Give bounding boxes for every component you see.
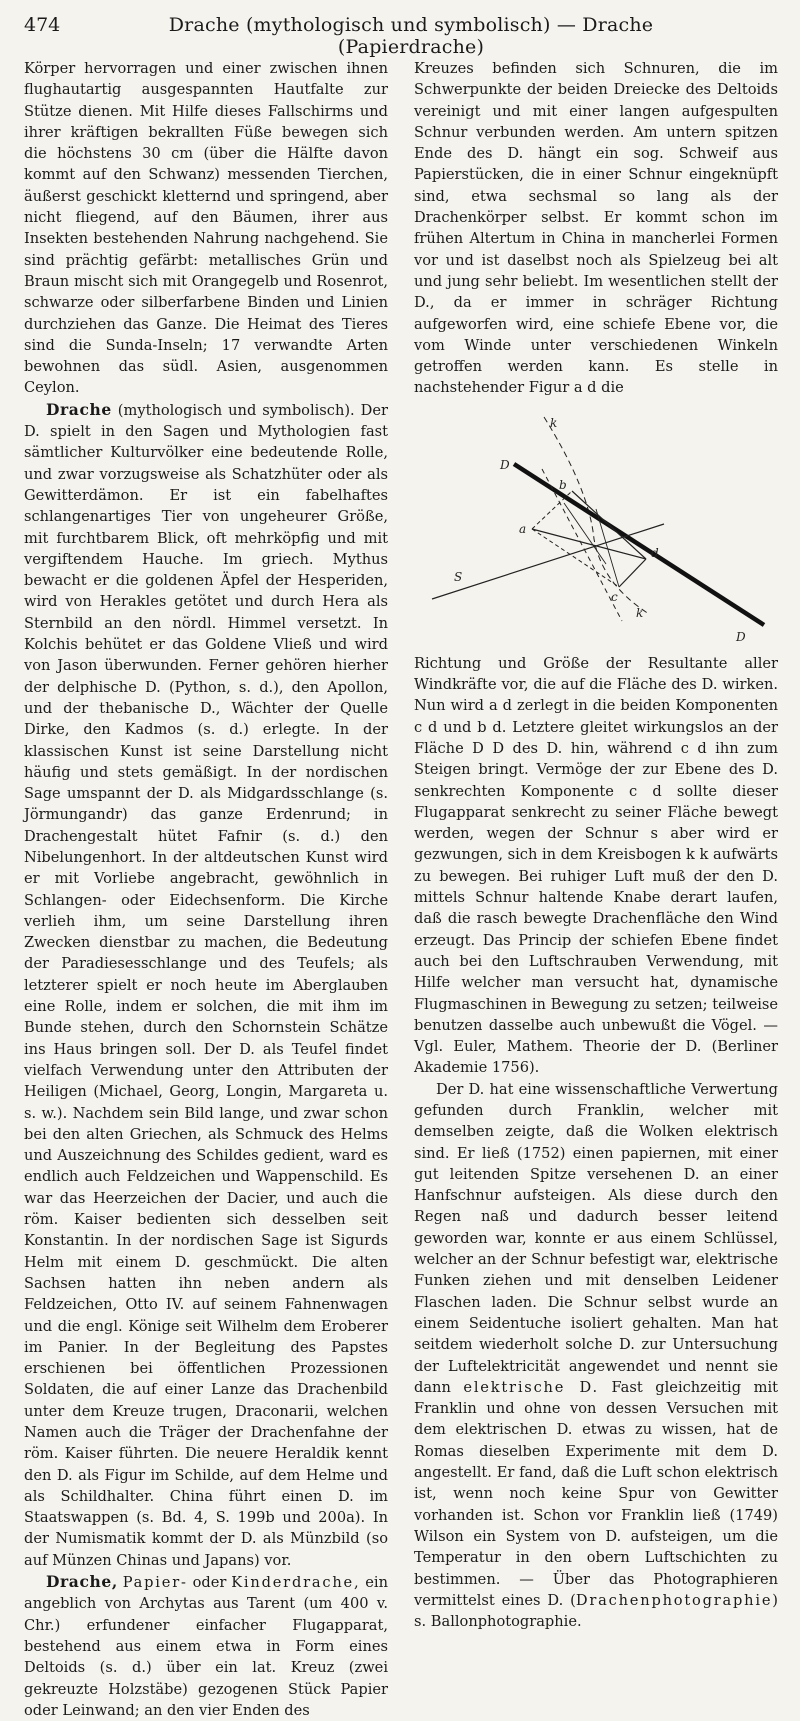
entry-text: (mythologisch und symbolisch). Der D. spielt in den Sagen und Mythologien fast sämtlicher Kulturvölker eine bedeutende Rolle, und zwar vorzugsweise als Schatzhüter oder als Gewitterdämon. Er ist ein fabelhaftes schlangenartiges Tier von ungeheurer Größe, mit furchtbarem Blick, oft mehrköpfig und mit vergiftendem Hauche. Im griech. Mythus bewacht er die goldenen Äpfel der Hesperiden, wird von Herakles getötet und durch Hera als Sternbild an den nördl. Himmel versetzt. In Kolchis behütet er das Goldene Vließ und wird von Jason überwunden. Ferner gehören hierher der delphische D. (Python, s. d.), den Apollon, und der thebanische D., Wächter der Quelle Dirke, den Kadmos (s. d.) erlegte. In der klassischen Kunst ist seine Darstellung nicht häufig und stets gemäßigt. In der nordischen Sage umspannt der D. als Midgardsschlange (s. Jörmungandr) das ganze Erdenrund; in Drachengestalt hütet Fafnir (s. d.) den Nibelungenhort. In der altdeutschen Kunst wird er mit Vorliebe angebracht, gewöhnlich in Schlangen- oder Eidechsenform. Die Kirche verlieh ihm, um seine Darstellung ihren Zwecken dienstbar zu machen, die Bedeutung der Paradiesesschlange und des Teufels; als letzterer spielt er noch heute im Aberglauben eine Rolle, indem er solchen, die mit ihm im Bunde stehen, durch den Schornstein Schätze ins Haus bringen soll. Der D. als Teufel findet vielfach Verwendung unter den Attributen der Heiligen (Michael, Georg, Longin, Margareta u. s. w.). Nachdem sein Bild lange, und zwar schon bei den alten Griechen, als Schmuck des Helms und Auszeichnung des Schildes gedient, ward es endlich auch Feldzeichen und Wappenschild. Es war das Heerzeichen der Dacier, und auch die röm. Kaiser bedienten sich desselben seit Konstantin. In der nordischen Sage ist Sigurds Helm mit einem D. geschmückt. Die alten Sachsen hatten ihn neben andern als Feldzeichen, Otto IV. auf seinem Fahnenwagen und die engl. Könige seit Wilhelm dem Eroberer im Panier. In der Begleitung des Papstes erschienen bei öffentlichen Prozessionen Soldaten, die auf einer Lanze das Drachenbild unter dem Kreuze trugen, Draconarii, welchen Namen auch die Träger der Drachenfahne der röm. Kaiser führten. Die neuere Heraldik kennt den D. als Figur im Schilde, auf dem Helme und als Schildhalter. China führt einen D. im Staatswappen (s. Bd. 4, S. 199b und 200a). In der Numismatik kommt der D. als Münzbild (so auf Münzen Chinas und Japans) vor. [24, 401, 388, 1569]
paragraph-text: Fast gleichzeitig mit Franklin und ohne von dessen Versuchen mit dem elektrischen D. etwas zu wissen, hat de Romas dieselben Experimente mit dem D. angestellt. Er fand, daß die Luft schon elektrisch ist, wenn noch keine Spur von Gewitter vorhanden ist. Schon vor Franklin ließ (1749) Wilson ein System von D. aufsteigen, um die Temperatur in den obern Luftschichten zu bestimmen. — Über das Photographieren vermittelst eines D. ( [414, 1378, 778, 1609]
helper-line [596, 509, 619, 587]
page-header [24, 0, 778, 58]
string-s [432, 521, 664, 599]
paragraph-text: ) s. Ballonphotographie. [414, 1591, 778, 1631]
columns [24, 58, 778, 1721]
kite-force-diagram [414, 409, 778, 647]
label-d-top: D [500, 457, 510, 472]
paragraph-text: Der D. hat eine wissenschaftliche Verwertung gefunden durch Franklin, welcher mit demselben zeigte, daß die Wolken elektrisch sind. Er ließ (1752) einen papiernen, mit einer gut leitenden Spitze versehenen D. an einer Hanfschnur aufsteigen. Als diese durch den Regen naß und dadurch besser leitend geworden war, konnte er aus einem Schlüssel, welcher an der Schnur befestigt war, elektrische Funken ziehen und mit denselben Leidener Flaschen laden. Die Schnur selbst wurde an einem Seidentuche isoliert gehalten. Man hat seitdem wiederholt solche D. zur Untersuchung der Luftelektricität angewendet und nennt sie dann [414, 1080, 778, 1396]
right-column [414, 58, 778, 1721]
right-paragraph-2: Richtung und Größe der Resultante aller Windkräfte vor, die auf die Fläche des D. wirken. Nun wird a d zerlegt in die beiden Komponenten c d und b d. Letztere gleitet wirkungslos an der Fläche D D des D. hin, während c d ihn zum Steigen bringt. Vermöge der zur Ebene des D. senkrechten Komponente c d sollte dieser Flugapparat senkrecht zu seiner Fläche bewegt werden, wegen der Schnur s aber wird er gezwungen, sich in dem Kreisbogen k k aufwärts zu bewegen. Bei ruhiger Luft muß der den D. mittels Schnur haltende Knabe derart laufen, daß die rasch bewegte Drachenfläche den Wind erzeugt. Das Princip der schiefen Ebene findet auch bei den Luftschrauben Verwendung, mit Hilfe welcher man versucht hat, dynamische Flugmaschinen in Bewegung zu setzen; teilweise benutzen dasselbe auch unbewußt die Vögel. — Vgl. Euler, Mathem. Theorie der D. (Berliner Akademie 1756). [414, 654, 778, 1077]
entry-text: oder [187, 1574, 232, 1592]
spaced-term: Papier- [122, 1574, 188, 1592]
page-number: 474 [24, 14, 61, 36]
label-s: S [454, 569, 463, 584]
entry-text: ein angeblich von Archytas aus Tarent (um 400 v. Chr.) erfundener einfacher Flugapparat, bestehend aus einem etwa in Form eines Deltoids (s. d.) über ein lat. Kreuz (zwei gekreuzte Holzstäbe) gezogenen Stück Papier oder Leinwand; an den vier Enden des [24, 1574, 388, 1719]
label-b: b [559, 477, 567, 492]
spaced-term: Drachenphotographie [575, 1591, 773, 1609]
entry-drache-mythologisch [24, 399, 388, 1571]
label-c: c [611, 589, 618, 604]
label-k-top: k [550, 415, 558, 430]
spaced-term: elektrische D. [463, 1378, 599, 1396]
label-a: a [519, 521, 527, 536]
right-paragraph-3 [414, 1079, 778, 1633]
left-column [24, 58, 388, 1721]
running-title: Drache (mythologisch und symbolisch) — Drache (Papierdrache) [168, 14, 654, 58]
kite-diagram-svg [414, 409, 778, 647]
left-paragraph-1: Körper hervorragen und einer zwischen ihnen flughautartig ausgespannten Hautfalte zur Stütze dienen. Mit Hilfe dieses Fallschirms und ihrer kräftigen bekrallten Füße bewegen sich die höchstens 30 cm (über die Hälfte davon kommt auf den Schwanz) messenden Tierchen, äußerst geschickt kletternd und springend, aber nicht fliegend, auf den Bäumen, ihrer aus Insekten bestehenden Nahrung nachgehend. Sie sind prächtig gefärbt: metallisches Grün und Braun mischt sich mit Orangegelb und Rosenrot, schwarze oder silberfarbene Binden und Linien durchziehen das Ganze. Die Heimat des Tieres sind die Sunda-Inseln; 17 verwandte Arten bewohnen das südl. Asien, ausgenommen Ceylon. [24, 60, 388, 397]
vector-cd [619, 559, 646, 587]
kite-plane-dd [514, 464, 764, 625]
right-paragraph-1: Kreuzes befinden sich Schnuren, die im Schwerpunkte der beiden Dreiecke des Deltoids vereinigt und mit einer langen aufgespulten Schnur verbunden werden. Am untern spitzen Ende des D. hängt ein sog. Schweif aus Papierstücken, die in einer Schnur eingeknüpft sind, etwa sechsmal so lang als der Drachenkörper selbst. Er kommt schon im frühen Altertum in China in mancherlei Formen vor und ist daselbst noch als Spielzeug bei alt und jung sehr beliebt. Im wesentlichen stellt der D., da er immer in schräger Richtung aufgeworfen wird, eine schiefe Ebene vor, die vom Winde unter verschiedenen Winkeln getroffen werden kann. Es stelle in nachstehender Figur a d die [414, 60, 778, 397]
spaced-term: Kinderdrache, [231, 1574, 361, 1592]
helper-ac [532, 529, 619, 587]
headword: Drache [46, 399, 112, 419]
headword: Drache, [46, 1572, 118, 1592]
label-k-bottom: k [636, 605, 644, 620]
label-d: d [651, 545, 659, 560]
label-d-bottom: D [736, 629, 746, 644]
entry-drache-papier [24, 1571, 388, 1721]
